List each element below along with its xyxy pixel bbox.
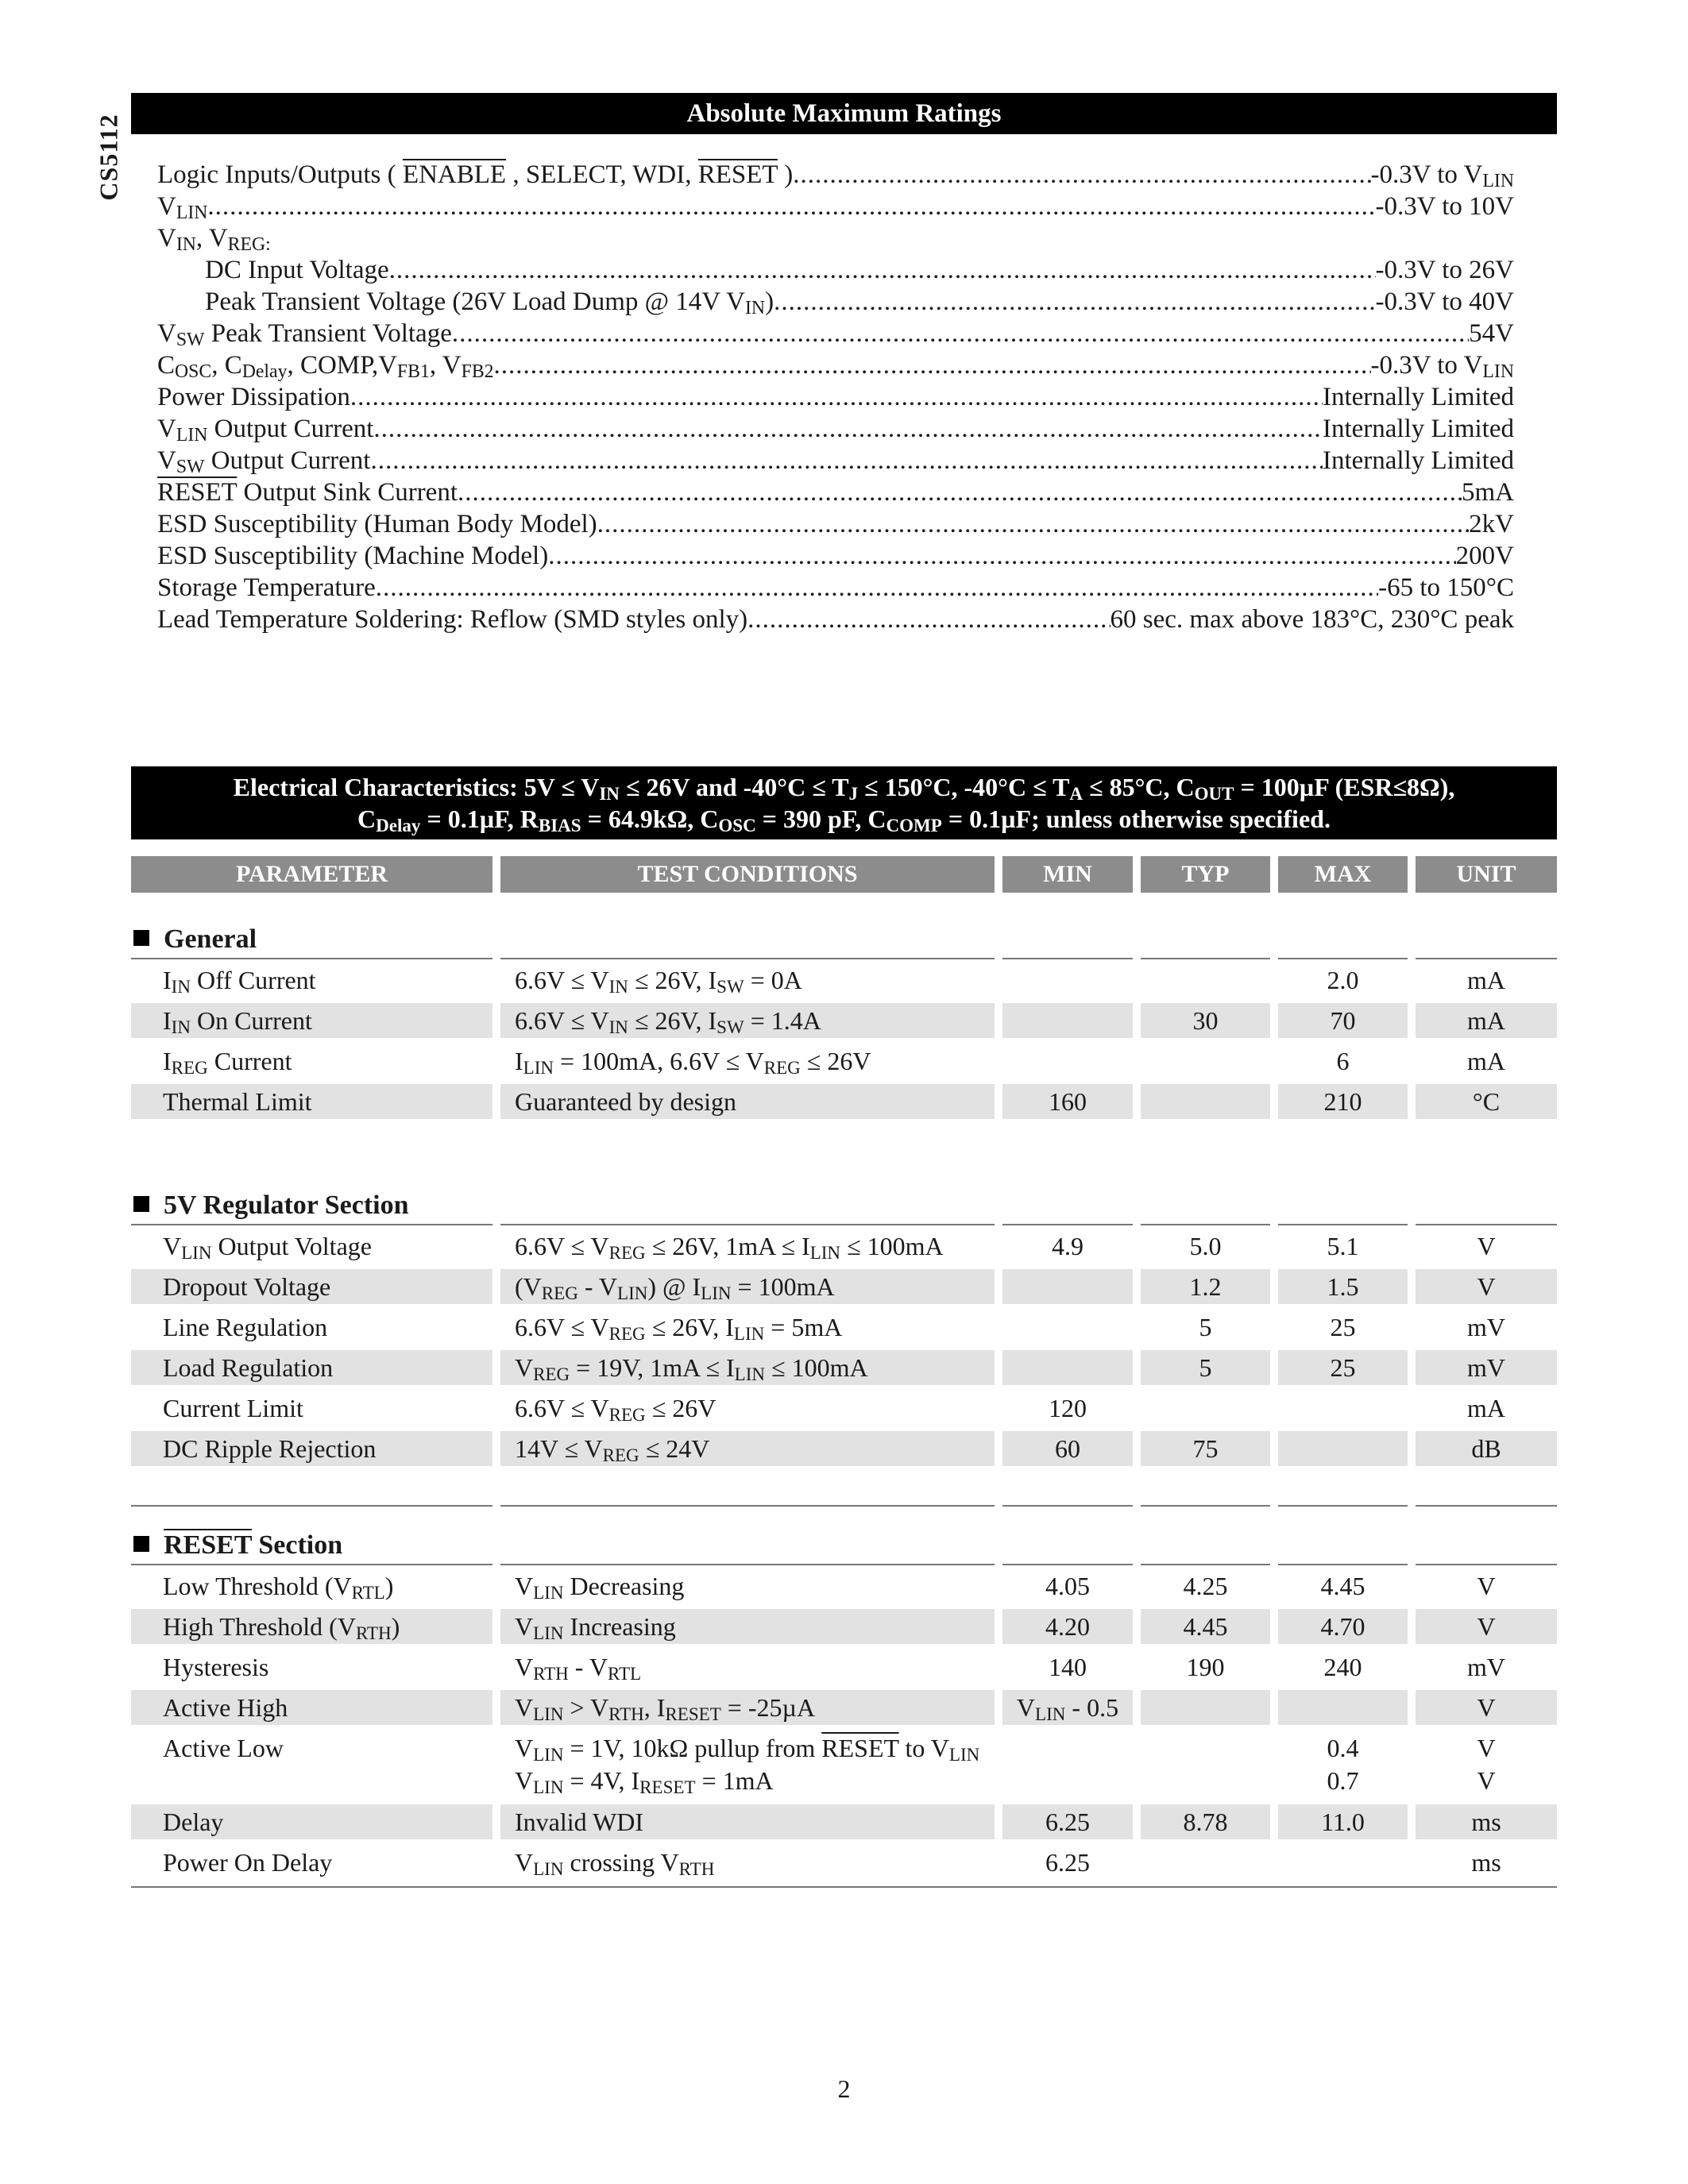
dot-leader bbox=[350, 381, 1323, 413]
rating-value: -0.3V to 40V bbox=[1375, 287, 1514, 316]
typ-cell: 30 bbox=[1141, 1003, 1270, 1038]
rule-line bbox=[500, 1224, 995, 1225]
max-cell: 25 bbox=[1330, 1313, 1356, 1341]
rating-value: 200V bbox=[1455, 542, 1514, 570]
section-title bbox=[133, 1189, 409, 1222]
parameter-cell: $I_{IN}$ Off Current bbox=[163, 966, 316, 997]
absolute-max-ratings-title: Absolute Maximum Ratings bbox=[686, 99, 1002, 128]
square-bullet-icon bbox=[133, 930, 149, 946]
rating-row bbox=[157, 445, 1514, 477]
rule-line bbox=[1141, 1224, 1270, 1225]
rating-row bbox=[157, 286, 1514, 318]
part-number-text: CS5112 bbox=[94, 114, 123, 201]
parameter-cell: Active High bbox=[131, 1690, 492, 1725]
column-header-max: MAX bbox=[1278, 856, 1408, 893]
rating-value: 54V bbox=[1469, 319, 1514, 348]
rating-value: -0.3V to $V_{LIN}$ bbox=[1370, 160, 1514, 192]
section-title bbox=[133, 1529, 342, 1562]
max-cell: 5.1 bbox=[1327, 1232, 1359, 1260]
rule-line bbox=[1278, 1505, 1408, 1507]
typ-cell: 5 bbox=[1141, 1350, 1270, 1385]
min-cell bbox=[1002, 1269, 1133, 1304]
column-header-unit: UNIT bbox=[1416, 856, 1557, 893]
square-bullet-icon bbox=[133, 1196, 149, 1212]
test-conditions-cell: $V_{REG} = 19V$, $1mA \le I_{LIN} \le 100mA$ bbox=[500, 1350, 995, 1385]
test-conditions-cell: $(V_{REG} - V_{LIN})$ @ $I_{LIN} = 100mA$ bbox=[500, 1269, 995, 1304]
test-conditions-cell: $6.6V \le V_{REG} \le 26V$, $I_{LIN} = 5mA$ bbox=[515, 1313, 843, 1345]
unit-cell: V bbox=[1477, 1572, 1496, 1600]
max-cell: 210 bbox=[1278, 1084, 1408, 1119]
rating-row bbox=[157, 191, 1514, 222]
min-cell: 160 bbox=[1002, 1084, 1133, 1119]
rating-label: Lead Temperature Soldering: Reflow (SMD styles only) bbox=[157, 605, 748, 634]
rating-value: -65 to 150°C bbox=[1378, 573, 1514, 602]
test-conditions-cell: $14V \le V_{REG} \le 24V$ bbox=[500, 1431, 995, 1466]
max-cell: 6 bbox=[1336, 1047, 1350, 1075]
rating-label: ESD Susceptibility (Human Body Model) bbox=[157, 510, 597, 538]
rating-row bbox=[157, 254, 1514, 286]
test-conditions-cell: $V_{LIN}$ crossing $V_{RTH}$ bbox=[515, 1848, 715, 1880]
parameter-cell: DC Ripple Rejection bbox=[131, 1431, 492, 1466]
max-cell: 4.45 bbox=[1320, 1572, 1365, 1600]
column-header-parameter: PARAMETER bbox=[131, 856, 492, 893]
page-number: 2 bbox=[837, 2074, 851, 2103]
test-conditions-cell: $V_{LIN} > V_{RTH}$, $I_{RESET} = -25\mu A$ bbox=[500, 1690, 995, 1725]
typ-cell bbox=[1141, 1044, 1270, 1078]
rating-row bbox=[157, 540, 1514, 572]
rule-line bbox=[1416, 958, 1557, 959]
rating-value: 2kV bbox=[1469, 510, 1514, 538]
parameter-cell: Thermal Limit bbox=[131, 1084, 492, 1119]
typ-cell: 5.0 bbox=[1189, 1232, 1222, 1260]
rating-label: $V_{IN}$, $V_{REG:}$ bbox=[157, 224, 271, 256]
typ-cell: 190 bbox=[1186, 1653, 1225, 1681]
rating-value: Internally Limited bbox=[1322, 383, 1514, 411]
max-cell bbox=[1278, 1845, 1408, 1880]
dot-leader bbox=[373, 413, 1323, 445]
rule-line bbox=[1002, 1564, 1133, 1565]
parameter-cell: Line Regulation bbox=[163, 1313, 328, 1341]
rating-value: -0.3V to 26V bbox=[1375, 256, 1514, 284]
typ-cell: 5 bbox=[1199, 1313, 1212, 1341]
rule-line bbox=[131, 1564, 492, 1565]
section-title-text: RESET Section bbox=[164, 1530, 343, 1560]
section-title-text: 5V Regulator Section bbox=[164, 1190, 409, 1220]
test-conditions-cell: $6.6V \le V_{IN} \le 26V$, $I_{SW} = 0A$ bbox=[515, 966, 802, 997]
unit-cell: ms bbox=[1471, 1848, 1501, 1877]
section-title-text: General bbox=[164, 924, 257, 954]
rating-row bbox=[157, 381, 1514, 413]
part-number-side-label bbox=[89, 94, 129, 221]
parameter-cell: $I_{IN}$ On Current bbox=[131, 1003, 492, 1038]
rule-line bbox=[131, 1505, 492, 1507]
rating-label: ESD Susceptibility (Machine Model) bbox=[157, 542, 549, 570]
rating-label: Storage Temperature bbox=[157, 573, 376, 602]
rating-row bbox=[157, 349, 1514, 381]
rating-label: Logic Inputs/Outputs ( ENABLE , SELECT, WDI, RESET ) bbox=[157, 160, 794, 189]
absolute-max-ratings-list bbox=[157, 159, 1514, 635]
rating-label: $V_{LIN}$ Output Current bbox=[157, 415, 374, 446]
max-cell: 0.4 0.7 bbox=[1327, 1734, 1359, 1795]
min-cell: 4.20 bbox=[1002, 1609, 1133, 1644]
parameter-cell: $V_{LIN}$ Output Voltage bbox=[163, 1232, 372, 1264]
parameter-cell: Active Low bbox=[163, 1734, 284, 1762]
min-cell bbox=[1002, 963, 1133, 997]
min-cell: $V_{LIN} - 0.5$ bbox=[1002, 1690, 1133, 1725]
rule-line bbox=[1278, 958, 1408, 959]
rule-line bbox=[500, 1564, 995, 1565]
typ-cell bbox=[1141, 963, 1270, 997]
rating-value: 60 sec. max above 183°C, 230°C peak bbox=[1110, 605, 1514, 634]
min-cell bbox=[1002, 1350, 1133, 1385]
min-cell: 140 bbox=[1049, 1653, 1087, 1681]
max-cell: 70 bbox=[1278, 1003, 1408, 1038]
min-cell: 60 bbox=[1002, 1431, 1133, 1466]
parameter-cell: Load Regulation bbox=[131, 1350, 492, 1385]
typ-cell bbox=[1141, 1084, 1270, 1119]
dot-leader bbox=[458, 477, 1462, 508]
unit-cell: V bbox=[1477, 1232, 1496, 1260]
column-header-min: MIN bbox=[1002, 856, 1133, 893]
max-cell: 240 bbox=[1323, 1653, 1362, 1681]
table-bottom-rule bbox=[131, 1886, 1557, 1888]
rating-row bbox=[157, 413, 1514, 445]
test-conditions-cell: $6.6V \le V_{IN} \le 26V$, $I_{SW} = 1.4A$ bbox=[500, 1003, 995, 1038]
electrical-characteristics-title-line1: Electrical Characteristics: $5V \le V_{IN} \le 26V$ and $-40^\circ C \le T_J \le 150^\circ C$, $-40^\circ C \le T_A \le 85^\circ C$, $C_{OUT} = 100\mu F$ (ESR≤8Ω), bbox=[233, 773, 1455, 805]
dot-leader bbox=[774, 286, 1375, 318]
dot-leader bbox=[597, 508, 1470, 540]
dot-leader bbox=[793, 159, 1370, 191]
typ-cell bbox=[1141, 1845, 1270, 1880]
typ-cell: 75 bbox=[1141, 1431, 1270, 1466]
rule-line bbox=[1416, 1564, 1557, 1565]
rating-label: RESET Output Sink Current bbox=[157, 478, 458, 507]
rating-value: Internally Limited bbox=[1322, 415, 1514, 443]
unit-cell: mA bbox=[1467, 1047, 1505, 1075]
rule-line bbox=[1141, 1564, 1270, 1565]
typ-cell: 8.78 bbox=[1141, 1804, 1270, 1839]
dot-leader bbox=[452, 318, 1469, 349]
min-cell: 4.9 bbox=[1052, 1232, 1083, 1260]
min-cell: 120 bbox=[1049, 1394, 1087, 1422]
column-header-typ: TYP bbox=[1141, 856, 1270, 893]
rating-label: $V_{SW}$ Peak Transient Voltage bbox=[157, 319, 452, 351]
test-conditions-cell: $V_{LIN}$ Increasing bbox=[500, 1609, 995, 1644]
rating-label: $C_{OSC}$, $C_{Delay}$, $COMP,V_{FB1}$, $V_{FB2}$ bbox=[157, 351, 494, 383]
dot-leader bbox=[389, 254, 1376, 286]
unit-cell: V bbox=[1416, 1609, 1557, 1644]
rule-line bbox=[1416, 1224, 1557, 1225]
max-cell bbox=[1278, 1431, 1408, 1466]
section-title bbox=[133, 923, 257, 956]
rule-line bbox=[1278, 1224, 1408, 1225]
typ-cell bbox=[1141, 1731, 1270, 1800]
rule-line bbox=[1002, 1224, 1133, 1225]
test-conditions-cell: Guaranteed by design bbox=[500, 1084, 995, 1119]
rule-line bbox=[1141, 958, 1270, 959]
unit-cell: V V bbox=[1477, 1734, 1496, 1795]
unit-cell: mA bbox=[1467, 966, 1505, 994]
column-header-test-conditions: TEST CONDITIONS bbox=[500, 856, 995, 893]
rule-line bbox=[131, 958, 492, 959]
typ-cell: 4.25 bbox=[1183, 1572, 1228, 1600]
dot-leader bbox=[548, 540, 1455, 572]
rating-value: -0.3V to 10V bbox=[1375, 192, 1514, 221]
electrical-characteristics-title-line2: $C_{Delay} = 0.1\mu F$, $R_{BIAS} = 64.9k\Omega$, $C_{OSC} = 390$ pF, $C_{COMP} = 0.1\mu F$; unless otherwise specified. bbox=[357, 805, 1331, 836]
rating-value: 5mA bbox=[1462, 478, 1514, 507]
min-cell bbox=[1002, 1003, 1133, 1038]
rule-line bbox=[1141, 1505, 1270, 1507]
dot-leader bbox=[494, 349, 1371, 381]
square-bullet-icon bbox=[133, 1536, 149, 1552]
rating-row bbox=[157, 159, 1514, 191]
rating-value: -0.3V to $V_{LIN}$ bbox=[1370, 351, 1514, 383]
parameter-cell: Low Threshold $(V_{RTL})$ bbox=[163, 1572, 394, 1603]
absolute-max-ratings-header bbox=[131, 93, 1557, 134]
rule-line bbox=[1002, 1505, 1133, 1507]
unit-cell: mV bbox=[1467, 1653, 1505, 1681]
unit-cell: mA bbox=[1467, 1394, 1505, 1422]
rule-line bbox=[131, 1224, 492, 1225]
dot-leader bbox=[207, 191, 1375, 222]
typ-cell: 1.2 bbox=[1141, 1269, 1270, 1304]
test-conditions-cell: $V_{RTH} - V_{RTL}$ bbox=[515, 1653, 642, 1684]
unit-cell: V bbox=[1416, 1690, 1557, 1725]
max-cell: 2.0 bbox=[1327, 966, 1359, 994]
rating-row bbox=[157, 318, 1514, 349]
rule-line bbox=[500, 1505, 995, 1507]
typ-cell: 4.45 bbox=[1141, 1609, 1270, 1644]
max-cell: 4.70 bbox=[1278, 1609, 1408, 1644]
typ-cell bbox=[1141, 1391, 1270, 1426]
min-cell: 6.25 bbox=[1045, 1848, 1090, 1877]
rating-value: Internally Limited bbox=[1322, 446, 1514, 475]
unit-cell: mA bbox=[1416, 1003, 1557, 1038]
test-conditions-cell: $V_{LIN} = 1V$, 10kΩ pullup from RESET to $V_{LIN}$ $V_{LIN} = 4V$, $I_{RESET} = 1mA$ bbox=[515, 1734, 980, 1798]
max-cell: 1.5 bbox=[1278, 1269, 1408, 1304]
unit-cell: mV bbox=[1416, 1350, 1557, 1385]
test-conditions-cell: $6.6V \le V_{REG} \le 26V$, $1mA \le I_{LIN} \le 100mA$ bbox=[515, 1232, 944, 1264]
rating-row bbox=[157, 222, 1514, 254]
unit-cell: dB bbox=[1416, 1431, 1557, 1466]
rating-label: $V_{SW}$ Output Current bbox=[157, 446, 371, 478]
rating-label: $V_{LIN}$ bbox=[157, 192, 208, 224]
min-cell bbox=[1002, 1044, 1133, 1078]
dot-leader bbox=[747, 604, 1110, 635]
min-cell: 4.05 bbox=[1045, 1572, 1090, 1600]
parameter-cell: Delay bbox=[131, 1804, 492, 1839]
parameter-cell: $I_{REG}$ Current bbox=[163, 1047, 292, 1078]
min-cell bbox=[1002, 1310, 1133, 1345]
dot-leader bbox=[376, 572, 1378, 604]
test-conditions-cell: $6.6V \le V_{REG} \le 26V$ bbox=[515, 1394, 717, 1426]
parameter-cell: Power On Delay bbox=[163, 1848, 333, 1877]
rating-row bbox=[157, 477, 1514, 508]
rating-row bbox=[157, 604, 1514, 635]
rating-label: Power Dissipation bbox=[157, 383, 350, 411]
parameter-cell: Dropout Voltage bbox=[131, 1269, 492, 1304]
rating-label: DC Input Voltage bbox=[205, 256, 389, 284]
dot-leader bbox=[370, 445, 1323, 477]
parameter-cell: Current Limit bbox=[163, 1394, 303, 1422]
rule-line bbox=[500, 958, 995, 959]
max-cell: 11.0 bbox=[1278, 1804, 1408, 1839]
rule-line bbox=[1002, 958, 1133, 959]
unit-cell: V bbox=[1416, 1269, 1557, 1304]
rating-row bbox=[157, 572, 1514, 604]
rating-label: Peak Transient Voltage (26V Load Dump @ 14V $V_{IN}$) bbox=[205, 287, 774, 319]
unit-cell: mV bbox=[1467, 1313, 1505, 1341]
min-cell bbox=[1002, 1731, 1133, 1800]
parameter-cell: High Threshold $(V_{RTH})$ bbox=[131, 1609, 492, 1644]
unit-cell: ms bbox=[1416, 1804, 1557, 1839]
test-conditions-cell: $V_{LIN}$ Decreasing bbox=[515, 1572, 685, 1603]
test-conditions-cell: Invalid WDI bbox=[500, 1804, 995, 1839]
max-cell bbox=[1278, 1690, 1408, 1725]
test-conditions-cell: $I_{LIN} = 100mA$, $6.6V \le V_{REG} \le 26V$ bbox=[515, 1047, 871, 1078]
typ-cell bbox=[1141, 1690, 1270, 1725]
electrical-characteristics-header bbox=[131, 766, 1557, 839]
parameter-cell: Hysteresis bbox=[163, 1653, 269, 1681]
rule-line bbox=[1278, 1564, 1408, 1565]
max-cell: 25 bbox=[1278, 1350, 1408, 1385]
rule-line bbox=[1416, 1505, 1557, 1507]
max-cell bbox=[1278, 1391, 1408, 1426]
rating-row bbox=[157, 508, 1514, 540]
min-cell: 6.25 bbox=[1002, 1804, 1133, 1839]
unit-cell: °C bbox=[1416, 1084, 1557, 1119]
